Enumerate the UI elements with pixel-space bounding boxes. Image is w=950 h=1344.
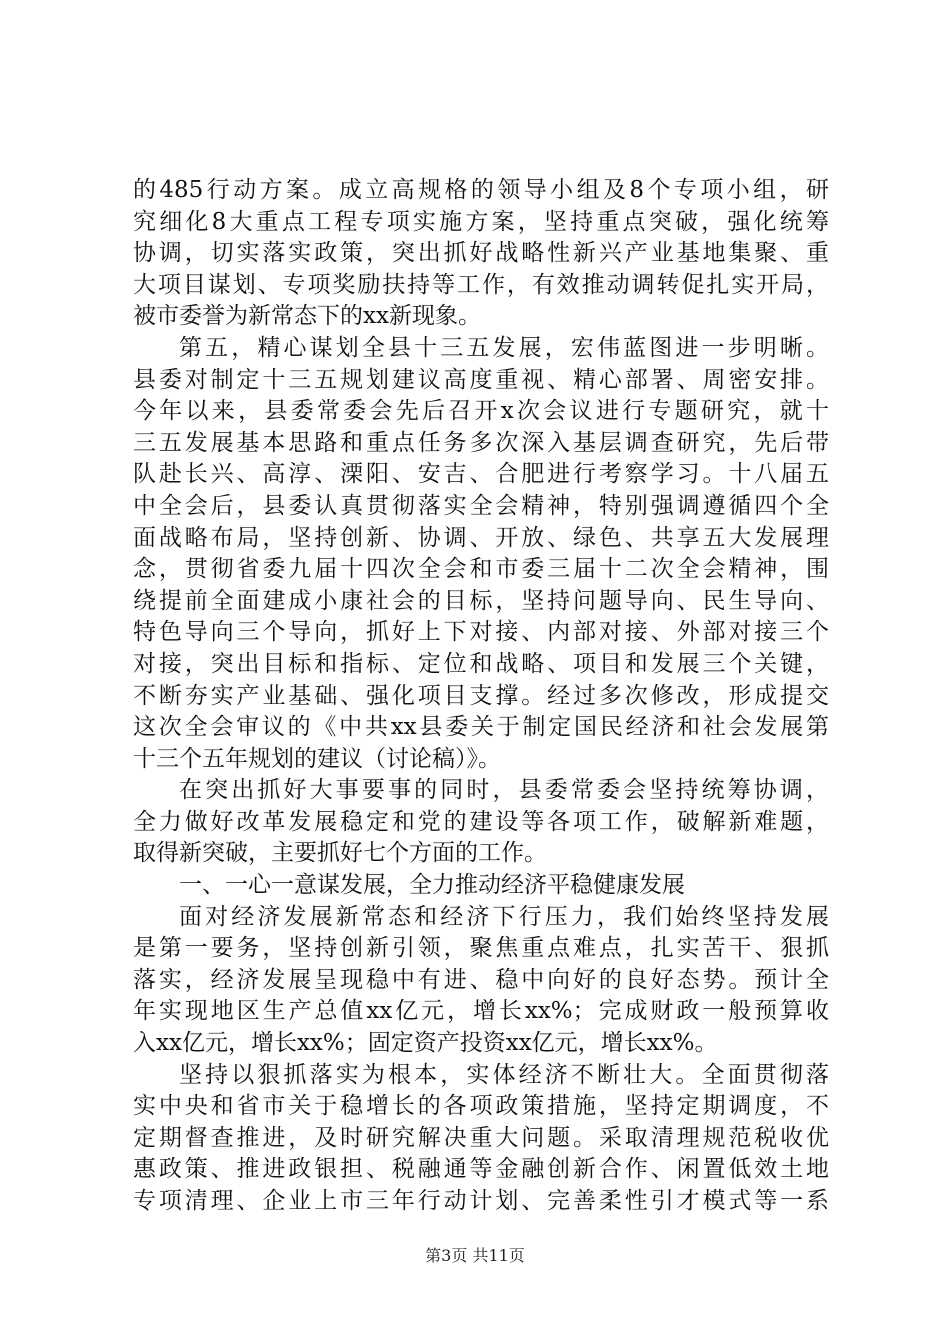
text-line: 对接，突出目标和指标、定位和战略、项目和发展三个关键， xyxy=(133,650,829,677)
text-line: 定期督查推进，及时研究解决重大问题。采取清理规范税收优 xyxy=(133,1124,829,1151)
text-line: 坚持以狠抓落实为根本，实体经济不断壮大。全面贯彻落 xyxy=(179,1061,829,1088)
text-line: 的485行动方案。成立高规格的领导小组及8个专项小组，研 xyxy=(133,177,829,203)
text-line: 大项目谋划、专项奖励扶持等工作，有效推动调转促扎实开局， xyxy=(133,271,829,298)
text-line: 究细化8大重点工程专项实施方案，坚持重点突破，强化统筹 xyxy=(133,208,829,235)
text-line: 全力做好改革发展稳定和党的建设等各项工作，破解新难题， xyxy=(133,808,829,835)
text-line: 被市委誉为新常态下的xx新现象。 xyxy=(133,303,481,330)
text-line: 三五发展基本思路和重点任务多次深入基层调查研究，先后带 xyxy=(133,429,829,456)
text-line: 取得新突破，主要抓好七个方面的工作。 xyxy=(133,840,547,867)
text-line: 入xx亿元，增长xx%；固定资产投资xx亿元，增长xx%。 xyxy=(133,1030,718,1057)
text-line: 今年以来，县委常委会先后召开x次会议进行专题研究，就十 xyxy=(133,398,829,425)
text-line: 是第一要务，坚持创新引领，聚焦重点难点，扎实苦干、狠抓 xyxy=(133,935,829,962)
text-line: 实中央和省市关于稳增长的各项政策措施，坚持定期调度，不 xyxy=(133,1093,829,1120)
text-line: 县委对制定十三五规划建议高度重视、精心部署、周密安排。 xyxy=(133,366,829,393)
text-line: 惠政策、推进政银担、税融通等金融创新合作、闲置低效土地 xyxy=(133,1156,829,1183)
text-line: 绕提前全面建成小康社会的目标，坚持问题导向、民生导向、 xyxy=(133,587,829,614)
text-line: 念，贯彻省委九届十四次全会和市委三届十二次全会精神，围 xyxy=(133,556,829,583)
section-heading: 一、一心一意谋发展，全力推动经济平稳健康发展 xyxy=(179,872,685,899)
text-line: 在突出抓好大事要事的同时，县委常委会坚持统筹协调， xyxy=(179,777,829,804)
document-body xyxy=(133,175,829,1218)
text-line: 队赴长兴、高淳、溧阳、安吉、合肥进行考察学习。十八届五 xyxy=(133,461,829,488)
text-line: 年实现地区生产总值xx亿元，增长xx%；完成财政一般预算收 xyxy=(133,998,829,1025)
text-line: 十三个五年规划的建议（讨论稿）》。 xyxy=(133,745,501,772)
text-line: 协调，切实落实政策，突出抓好战略性新兴产业基地集聚、重 xyxy=(133,240,829,267)
text-line: 落实，经济发展呈现稳中有进、稳中向好的良好态势。预计全 xyxy=(133,966,829,993)
text-line: 不断夯实产业基础、强化项目支撑。经过多次修改，形成提交 xyxy=(133,682,829,709)
text-line: 专项清理、企业上市三年行动计划、完善柔性引才模式等一系 xyxy=(133,1188,829,1214)
page-footer: 第3页 共11页 xyxy=(425,1246,525,1265)
text-line: 面战略布局，坚持创新、协调、开放、绿色、共享五大发展理 xyxy=(133,524,829,551)
text-line: 第五，精心谋划全县十三五发展，宏伟蓝图进一步明晰。 xyxy=(179,334,829,361)
text-line: 面对经济发展新常态和经济下行压力，我们始终坚持发展 xyxy=(179,903,829,930)
text-line: 这次全会审议的《中共xx县委关于制定国民经济和社会发展第 xyxy=(133,714,829,741)
text-line: 特色导向三个导向，抓好上下对接、内部对接、外部对接三个 xyxy=(133,619,829,646)
text-line: 中全会后，县委认真贯彻落实全会精神，特别强调遵循四个全 xyxy=(133,492,829,519)
